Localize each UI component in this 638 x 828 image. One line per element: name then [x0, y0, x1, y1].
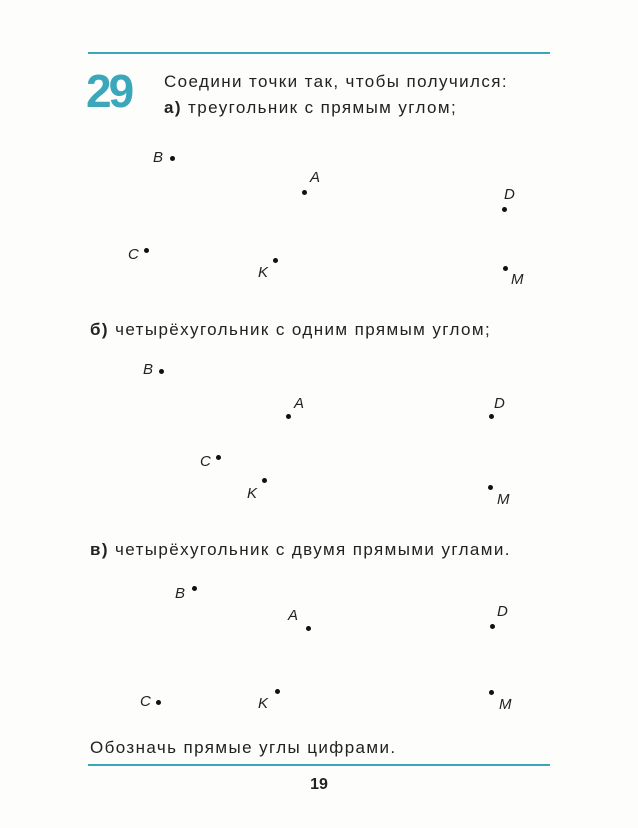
label-d-v: D	[497, 603, 508, 620]
point-d-b	[489, 414, 494, 419]
point-k-a	[273, 258, 278, 263]
point-d-a	[502, 207, 507, 212]
part-b-marker: б)	[90, 320, 109, 339]
part-v-heading	[90, 540, 511, 560]
label-k-b: K	[247, 485, 258, 502]
label-k-a: K	[258, 264, 269, 281]
label-m-b: M	[497, 491, 510, 508]
label-b-b: B	[143, 361, 154, 378]
part-v-text: четырёхугольник с двумя прямыми углами.	[115, 540, 511, 559]
label-a-b: A	[294, 395, 305, 412]
point-c-v	[156, 700, 161, 705]
label-d-b: D	[494, 395, 505, 412]
label-k-v: K	[258, 695, 269, 712]
task-number: 29	[86, 65, 132, 117]
label-b-v: B	[175, 585, 186, 602]
part-v-marker: в)	[90, 540, 109, 559]
part-b-text: четырёхугольник с одним прямым углом;	[115, 320, 492, 339]
point-k-b	[262, 478, 267, 483]
label-a-v: A	[288, 607, 299, 624]
point-c-b	[216, 455, 221, 460]
point-m-a	[503, 266, 508, 271]
point-c-a	[144, 248, 149, 253]
top-rule	[88, 52, 550, 54]
point-b-v	[192, 586, 197, 591]
bottom-rule	[88, 764, 550, 766]
point-b-a	[170, 156, 175, 161]
label-c-a: C	[128, 246, 139, 263]
point-a-v	[306, 626, 311, 631]
label-m-a: M	[511, 271, 524, 288]
point-k-v	[275, 689, 280, 694]
point-a-b	[286, 414, 291, 419]
label-c-v: C	[140, 693, 151, 710]
page-number: 19	[310, 776, 328, 793]
point-d-v	[490, 624, 495, 629]
label-a-a: A	[310, 169, 321, 186]
label-m-v: M	[499, 696, 512, 713]
task-intro: Соедини точки так, чтобы получился:	[164, 72, 508, 91]
label-c-b: C	[200, 453, 211, 470]
point-a-a	[302, 190, 307, 195]
label-b-a: B	[153, 149, 164, 166]
point-m-b	[488, 485, 493, 490]
label-d-a: D	[504, 186, 515, 203]
part-a-marker: а)	[164, 98, 182, 117]
part-a-text: треугольник с прямым углом;	[188, 98, 458, 117]
part-b-heading	[90, 320, 491, 340]
footer-instruction: Обозначь прямые углы цифрами.	[90, 738, 397, 757]
point-m-v	[489, 690, 494, 695]
part-a-heading	[164, 98, 457, 118]
point-b-b	[159, 369, 164, 374]
